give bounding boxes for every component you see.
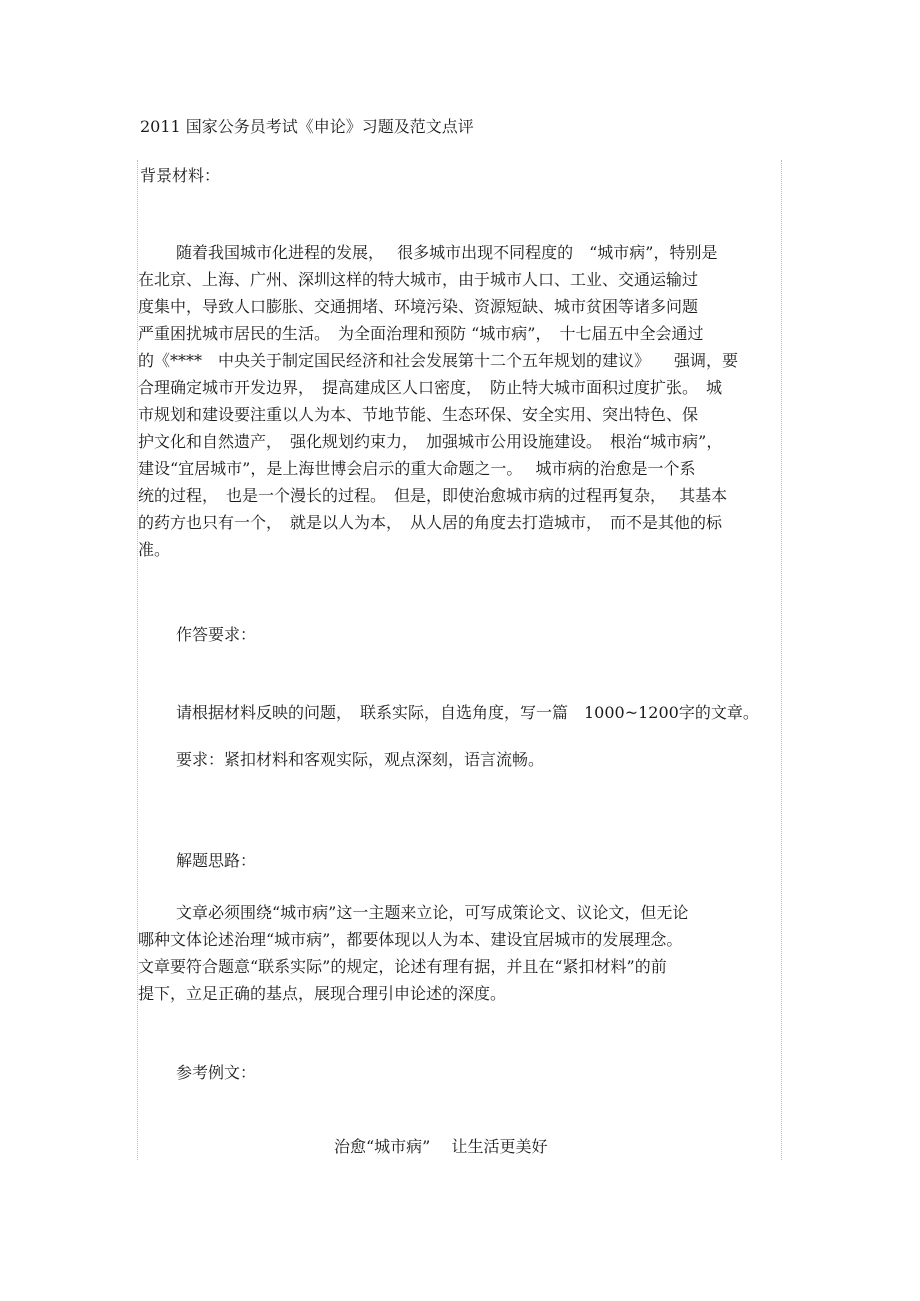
approach-line: 文章必须围绕“城市病”这一主题来立论，可写成策论文、议论文，但无论 xyxy=(176,903,689,922)
page-frame-right xyxy=(781,160,782,1160)
background-line: 随着我国城市化进程的发展， 很多城市出现不同程度的 “城市病”，特别是 xyxy=(176,243,718,262)
approach-line: 哪种文体论述治理“城市病”，都要体现以人为本、建设宜居城市的发展理念。 xyxy=(138,930,683,949)
background-line: 市规划和建设要注重以人为本、节地节能、生态环保、安全实用、突出特色、保 xyxy=(138,405,699,424)
background-line: 严重困扰城市居民的生活。 为全面治理和预防 “城市病”， 十七届五中全会通过 xyxy=(138,324,704,343)
essay-title: 治愈“城市病” 让生活更美好 xyxy=(334,1137,548,1156)
requirement-label: 作答要求： xyxy=(176,625,257,644)
approach-label: 解题思路： xyxy=(176,851,257,870)
requirement-detail-line: 要求：紧扣材料和客观实际，观点深刻，语言流畅。 xyxy=(176,750,545,769)
background-line: 准。 xyxy=(138,540,171,559)
background-line: 建设“宜居城市”，是上海世博会启示的重大命题之一。 城市病的治愈是一个系 xyxy=(138,459,696,478)
sample-essay-label: 参考例文： xyxy=(176,1063,257,1082)
background-line: 护文化和自然遗产， 强化规划约束力， 加强城市公用设施建设。 根治“城市病”， xyxy=(138,432,723,451)
approach-line: 提下，立足正确的基点，展现合理引申论述的深度。 xyxy=(138,984,507,1003)
background-label: 背景材料： xyxy=(140,166,221,185)
background-line: 在北京、上海、广州、深圳这样的特大城市，由于城市人口、工业、交通运输过 xyxy=(138,270,699,289)
requirement-line: 请根据材料反映的问题， 联系实际，自选角度，写一篇 1000~1200字的文章。 xyxy=(176,703,759,722)
background-line: 统的过程， 也是一个漫长的过程。 但是，即使治愈城市病的过程再复杂， 其基本 xyxy=(138,486,728,505)
background-line: 的《**** 中央关于制定国民经济和社会发展第十二个五年规划的建议》 强调，要 xyxy=(138,351,739,370)
background-line: 度集中，导致人口膨胀、交通拥堵、环境污染、资源短缺、城市贫困等诸多问题 xyxy=(138,297,699,316)
background-line: 合理确定城市开发边界， 提高建成区人口密度， 防止特大城市面积过度扩张。 城 xyxy=(138,378,723,397)
background-line: 的药方也只有一个， 就是以人为本， 从人居的角度去打造城市， 而不是其他的标 xyxy=(138,513,723,532)
document-title: 2011 国家公务员考试《申论》习题及范文点评 xyxy=(140,117,474,136)
approach-line: 文章要符合题意“联系实际”的规定，论述有理有据，并且在“紧扣材料”的前 xyxy=(138,957,667,976)
